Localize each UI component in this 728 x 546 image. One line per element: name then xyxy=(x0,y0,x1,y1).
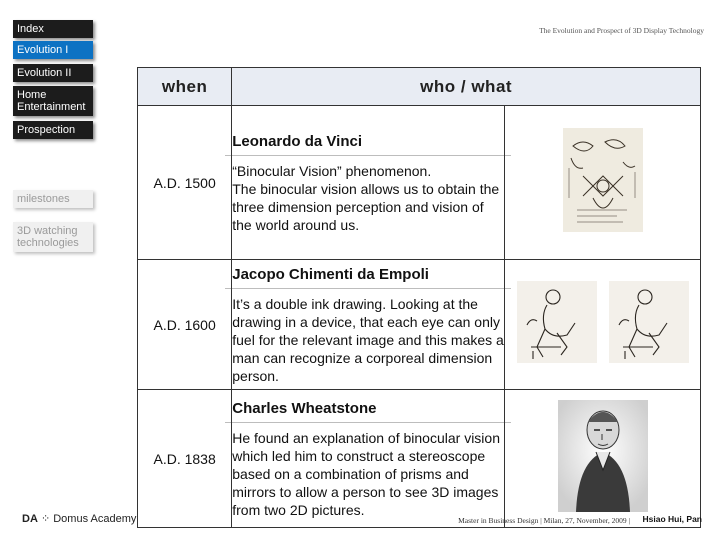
nav-index[interactable]: Index xyxy=(13,20,93,38)
row-description xyxy=(232,106,505,260)
nav-evolution-2[interactable]: Evolution II xyxy=(13,64,93,82)
row-separator xyxy=(225,155,511,156)
row-description xyxy=(232,390,505,528)
nav-milestones[interactable]: milestones xyxy=(13,190,93,208)
double-ink-drawing xyxy=(517,281,689,363)
header-title: The Evolution and Prospect of 3D Display Technology xyxy=(539,26,704,35)
da-vinci-sketch xyxy=(563,128,643,232)
domus-academy-logo xyxy=(22,512,136,525)
column-header-who-what: who / what xyxy=(232,68,701,106)
row-separator xyxy=(225,288,511,289)
footer-info: Master in Business Design | Milan, 27, November, 2009 | xyxy=(458,516,630,525)
row-text: He found an explanation of binocular vision which led him to construct a stereoscope based on a combination of prisms and mirrors to allow a person to see 3D images from two 2D pictures. xyxy=(232,430,500,518)
row-separator xyxy=(225,422,511,423)
row-person: Charles Wheatstone xyxy=(232,400,377,417)
row-text: It’s a double ink drawing. Looking at the drawing in a device, that each eye can only fuel for the relevant image and this makes a man can recognize a corporeal dimension person. xyxy=(232,296,504,384)
row-year: A.D. 1838 xyxy=(138,390,232,528)
column-header-when: when xyxy=(138,68,232,106)
logo-dots-icon: ⁘ xyxy=(40,513,51,525)
double-drawing-image xyxy=(505,260,701,390)
sketch-image xyxy=(505,106,701,260)
table-row xyxy=(138,106,701,260)
row-year: A.D. 1600 xyxy=(138,260,232,390)
nav-3d-watching[interactable]: 3D watching technologies xyxy=(13,222,93,252)
table-row xyxy=(138,260,701,390)
footer-author: Hsiao Hui, Pan xyxy=(642,514,702,524)
portrait-image xyxy=(505,390,701,528)
row-person: Jacopo Chimenti da Empoli xyxy=(232,266,429,283)
row-person: Leonardo da Vinci xyxy=(232,133,362,150)
milestones-table xyxy=(137,67,701,528)
table-header-row xyxy=(138,68,701,106)
row-description xyxy=(232,260,505,390)
logo-text: Domus Academy xyxy=(53,513,137,525)
wheatstone-portrait xyxy=(558,400,648,512)
nav-evolution-1[interactable]: Evolution I xyxy=(13,41,93,59)
table-row xyxy=(138,390,701,528)
row-text: “Binocular Vision” phenomenon. The binocular vision allows us to obtain the three dimension perception and vision of the world around us. xyxy=(232,163,500,233)
nav-prospection[interactable]: Prospection xyxy=(13,121,93,139)
row-year: A.D. 1500 xyxy=(138,106,232,260)
logo-mark: DA xyxy=(22,513,38,525)
nav-home-entertainment[interactable]: Home Entertainment xyxy=(13,86,93,116)
